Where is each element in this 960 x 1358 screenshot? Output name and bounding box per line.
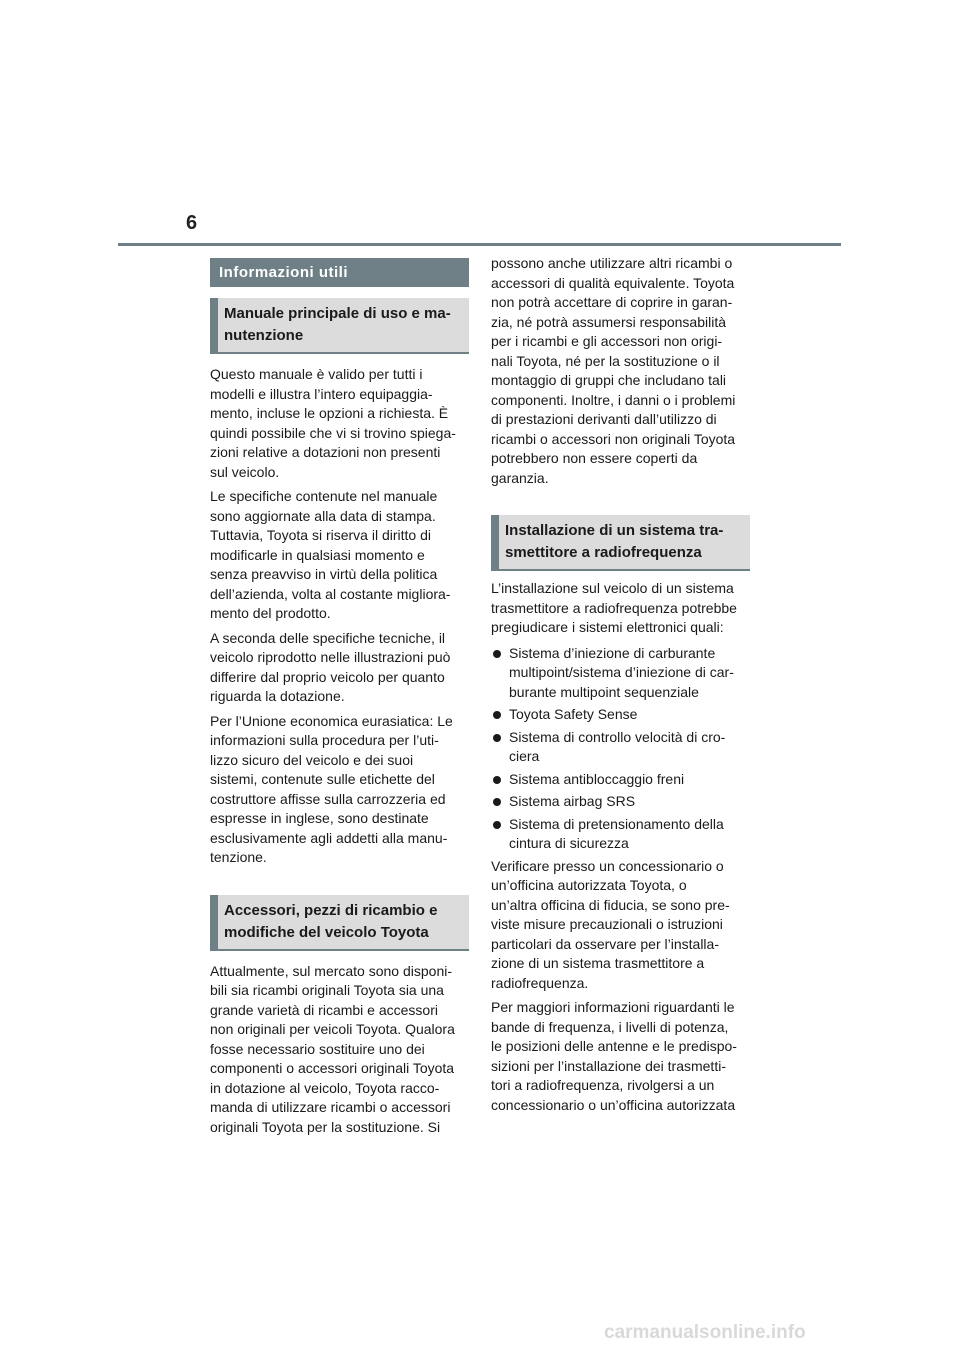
bullet-icon	[493, 650, 501, 658]
list-item: Sistema airbag SRS	[491, 792, 750, 812]
page-number: 6	[186, 212, 198, 234]
paragraph: Verificare presso un concessionario o un’officina autorizzata Toyota, o un’altra officina di fiducia, se sono pre- viste misure precauzionali o istruzioni particolari da osservare per l’installa- zione di un sistema trasmettitore a radiofrequenza.	[491, 857, 730, 991]
paragraph: Per maggiori informazioni riguardanti le bande di frequenza, i livelli di potenza, le posizioni delle antenne e le predispo- sizioni per l’installazione dei trasmetti- tori a radiofrequenza, rivolgersi a un concessionario o un’officina autorizzata	[491, 999, 737, 1113]
paragraph: Attualmente, sul mercato sono disponi- bili sia ricambi originali Toyota sia una grande varietà di ricambi e accessori non originali per veicoli Toyota. Qualora fosse necessario sostituire uno dei componenti o accessori originali Toyota in dotazione al veicolo, Toyota racco- manda di utilizzare ricambi o accessori originali Toyota per la sostituzione. Si	[210, 962, 455, 1135]
paragraph: L’installazione sul veicolo di un sistema trasmettitore a radiofrequenza potrebbe pregiudicare i sistemi elettronici quali:	[491, 580, 737, 635]
watermark: carmanualsonline.info	[604, 1322, 806, 1343]
bullet-icon	[493, 821, 501, 829]
bullet-icon	[493, 776, 501, 784]
bullet-icon	[493, 711, 501, 719]
right-column	[491, 255, 750, 1115]
bullet-icon	[493, 734, 501, 742]
list-item: Sistema d’iniezione di carburante multipoint/sistema d’iniezione di car- burante multipoint sequenziale	[491, 644, 750, 703]
chapter-band: Informazioni utili	[210, 258, 469, 287]
list-item: Sistema antibloccaggio freni	[491, 770, 750, 790]
section-heading-manual: Manuale principale di uso e ma- nutenzione	[210, 298, 469, 354]
bullet-icon	[493, 798, 501, 806]
section-heading-radio-transmitter: Installazione di un sistema tra- smettitore a radiofrequenza	[491, 515, 750, 571]
left-column	[210, 258, 469, 1137]
header-rule	[118, 243, 841, 246]
paragraph: A seconda delle specifiche tecniche, il veicolo riprodotto nelle illustrazioni può differire dal proprio veicolo per quanto riguarda la dotazione.	[210, 629, 451, 704]
list-item: Sistema di controllo velocità di cro- ciera	[491, 728, 750, 767]
paragraph: Per l’Unione economica eurasiatica: Le informazioni sulla procedura per l’uti- lizzo sicuro del veicolo e dei suoi sistemi, contenute sulle etichette del costruttore affisse sulla carrozzeria ed espresse in inglese, sono destinate esclusivamente agli addetti alla manu- tenzione.	[210, 712, 453, 865]
paragraph: possono anche utilizzare altri ricambi o accessori di qualità equivalente. Toyota non potrà accettare di coprire in garan- zia, né potrà assumersi responsabilità per i ricambi e gli accessori non origi- nali Toyota, né per la sostituzione o il montaggio di gruppi che includano tali componenti. Inoltre, i danni o i problemi di prestazioni derivanti dall’utilizzo di ricambi o accessori non originali Toyota potrebbero non essere coperti da garanzia.	[491, 255, 736, 486]
paragraph: Questo manuale è valido per tutti i modelli e illustra l’intero equipaggia- mento, incluse le opzioni a richiesta. È quindi possibile che vi si trovino spiega- zioni relative a dotazioni non presenti sul veicolo.	[210, 366, 456, 480]
list-item: Toyota Safety Sense	[491, 705, 750, 725]
section-heading-accessories: Accessori, pezzi di ricambio e modifiche del veicolo Toyota	[210, 895, 469, 951]
list-item: Sistema di pretensionamento della cintura di sicurezza	[491, 815, 750, 854]
paragraph: Le specifiche contenute nel manuale sono aggiornate alla data di stampa. Tuttavia, Toyota si riserva il diritto di modificarle in qualsiasi momento e senza preavviso in virtù della politica dell’azienda, volta al costante migliora- mento del prodotto.	[210, 488, 451, 621]
affected-systems-list	[491, 644, 750, 854]
